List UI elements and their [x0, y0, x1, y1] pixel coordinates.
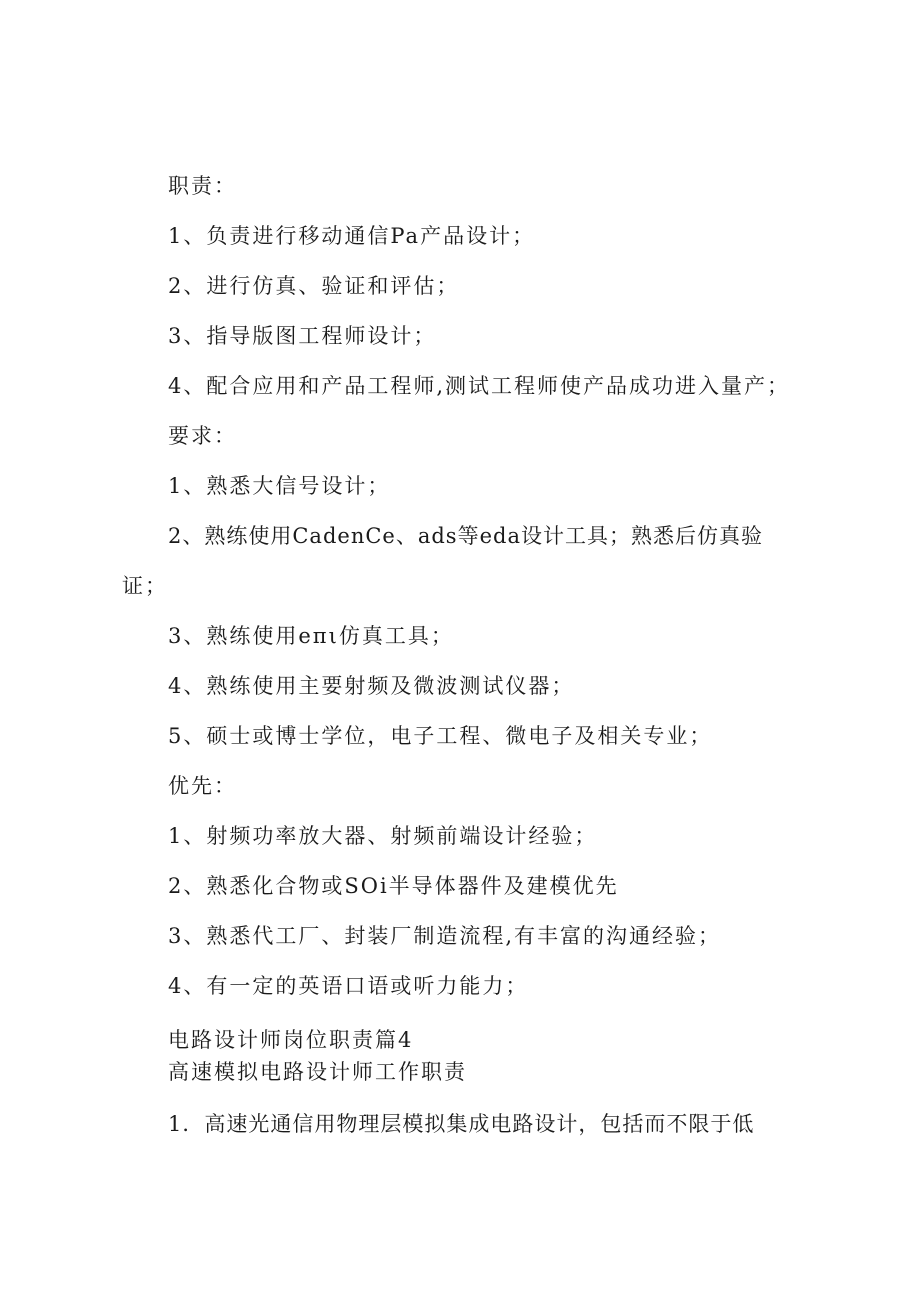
list-item-continuation: 证；: [122, 574, 168, 598]
list-item: 2、熟练使用CadenCe、ads等eda设计工具；熟悉后仿真验: [168, 524, 763, 548]
list-item: 3、熟悉代工厂、封装厂制造流程,有丰富的沟通经验；: [168, 924, 722, 948]
list-item: 2、熟悉化合物或SOi半导体器件及建模优先: [168, 874, 619, 898]
paragraph-line: 1．高速光通信用物理层模拟集成电路设计，包括而不限于低: [168, 1112, 755, 1136]
list-item: 1、射频功率放大器、射频前端设计经验；: [168, 824, 598, 848]
heading-responsibilities: 职责：: [168, 174, 237, 198]
list-item: 4、熟练使用主要射频及微波测试仪器；: [168, 674, 575, 698]
heading-requirements: 要求：: [168, 424, 237, 448]
list-item: 5、硕士或博士学位，电子工程、微电子及相关专业；: [168, 724, 713, 748]
chapter-subtitle: 高速模拟电路设计师工作职责: [168, 1060, 467, 1084]
list-item: 1、熟悉大信号设计；: [168, 474, 391, 498]
heading-preferred: 优先：: [168, 774, 237, 798]
list-item: 4、配合应用和产品工程师,测试工程师使产品成功进入量产；: [168, 374, 791, 398]
list-item: 2、进行仿真、验证和评估；: [168, 274, 460, 298]
chapter-title: 电路设计师岗位职责篇4: [168, 1028, 414, 1052]
list-item: 1、负责进行移动通信Pa产品设计；: [168, 224, 536, 248]
list-item: 3、指导版图工程师设计；: [168, 324, 437, 348]
list-item: 4、有一定的英语口语或听力能力；: [168, 974, 529, 998]
list-item: 3、熟练使用eπι仿真工具；: [168, 624, 454, 648]
